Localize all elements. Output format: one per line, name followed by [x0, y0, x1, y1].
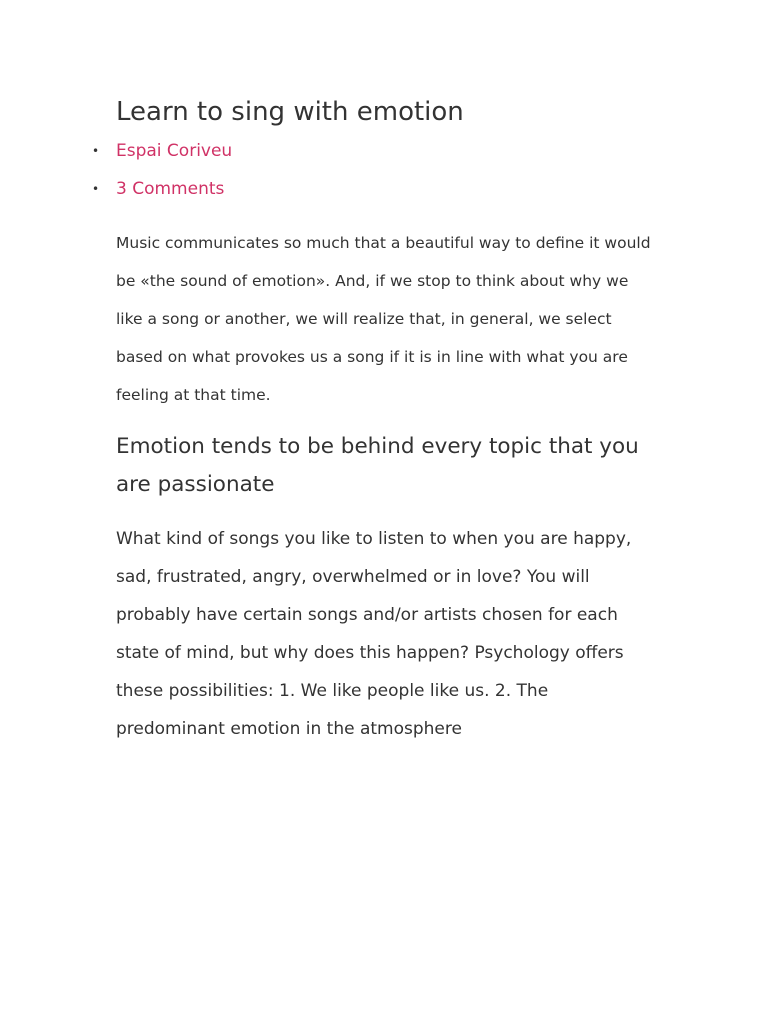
author-link[interactable]: Espai Coriveu — [116, 141, 233, 161]
list-item — [92, 170, 656, 208]
list-item — [92, 132, 656, 170]
section-heading: Emotion tends to be behind every topic that you are passionate — [116, 434, 639, 497]
intro-paragraph: Music communicates so much that a beautiful way to define it would be «the sound of emotion». And, if we stop to think about why we like a song or another, we will realize that, in general, we select based on what provokes us a song if it is in line with what you are feeling at that time. — [116, 234, 651, 404]
bullet-icon: • — [92, 144, 100, 158]
article-meta-list — [92, 132, 656, 208]
comments-link[interactable]: 3 Comments — [116, 179, 225, 199]
bullet-icon: • — [92, 182, 100, 196]
page-title: Learn to sing with emotion — [116, 97, 464, 127]
article — [92, 92, 656, 748]
body-paragraph: What kind of songs you like to listen to when you are happy, sad, frustrated, angry, overwhelmed or in love? You will probably have certain songs and/or artists chosen for each state of mind, but why does this happen? Psychology offers these possibilities: 1. We like people like us. 2. The predominant emotion in the atmosphere — [116, 529, 632, 739]
